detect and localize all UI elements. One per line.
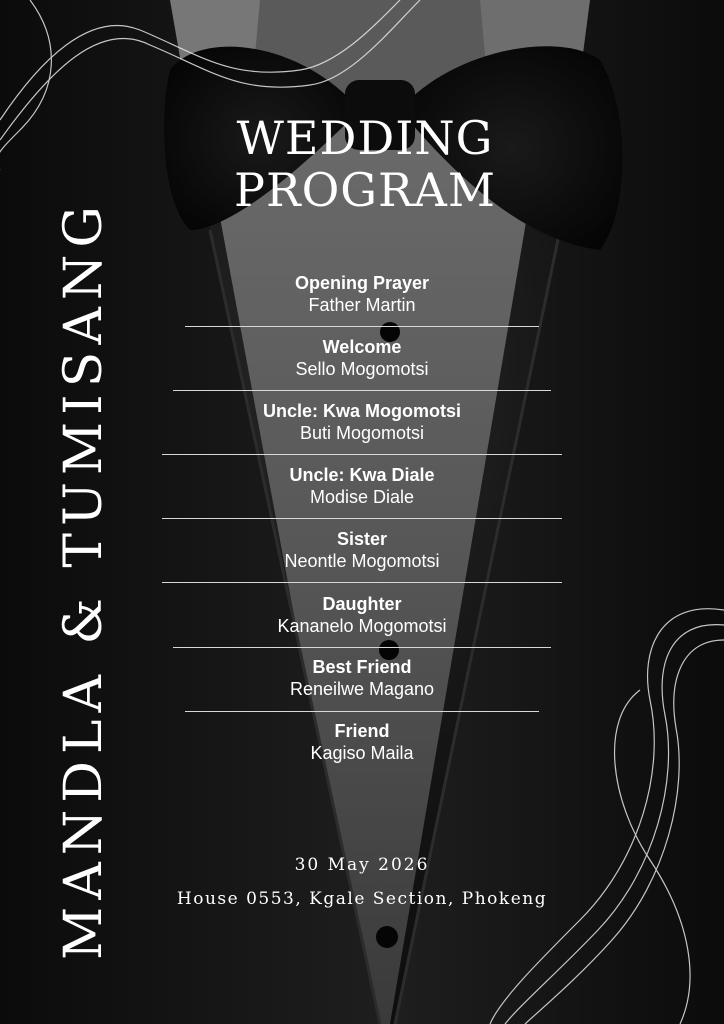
program-person: Buti Mogomotsi	[299, 423, 425, 443]
divider	[162, 582, 562, 583]
program-role: Sister	[336, 529, 388, 549]
divider	[162, 518, 562, 519]
program-item	[200, 336, 524, 380]
divider	[173, 647, 551, 648]
program-item	[200, 656, 524, 700]
program-role: Daughter	[322, 594, 402, 614]
couple-names: MANDLA & TUMISANG	[54, 199, 114, 960]
program-item	[200, 400, 524, 444]
divider	[185, 326, 539, 327]
program-person: Kananelo Mogomotsi	[277, 616, 447, 636]
event-date: 30 May 2026	[294, 855, 430, 875]
program-person: Sello Mogomotsi	[295, 359, 429, 379]
program-person: Father Martin	[308, 295, 416, 315]
title-line-2: PROGRAM	[234, 163, 496, 217]
program-role: Friend	[334, 721, 390, 741]
divider	[173, 390, 551, 391]
program-person: Neontle Mogomotsi	[284, 551, 440, 571]
program-item	[200, 528, 524, 572]
program-role: Welcome	[322, 337, 402, 357]
program-item	[200, 593, 524, 637]
program-role: Uncle: Kwa Diale	[289, 465, 435, 485]
program-person: Modise Diale	[309, 487, 415, 507]
title-line-1: WEDDING	[236, 111, 494, 165]
program-role: Best Friend	[312, 657, 412, 677]
program-item	[200, 464, 524, 508]
program-item	[200, 720, 524, 764]
program-person: Reneilwe Magano	[289, 679, 435, 699]
event-address: House 0553, Kgale Section, Phokeng	[176, 889, 548, 909]
divider	[185, 711, 539, 712]
divider	[162, 454, 562, 455]
program-item	[200, 272, 524, 316]
program-role: Uncle: Kwa Mogomotsi	[262, 401, 461, 421]
program-person: Kagiso Maila	[310, 743, 414, 763]
program-role: Opening Prayer	[294, 273, 430, 293]
